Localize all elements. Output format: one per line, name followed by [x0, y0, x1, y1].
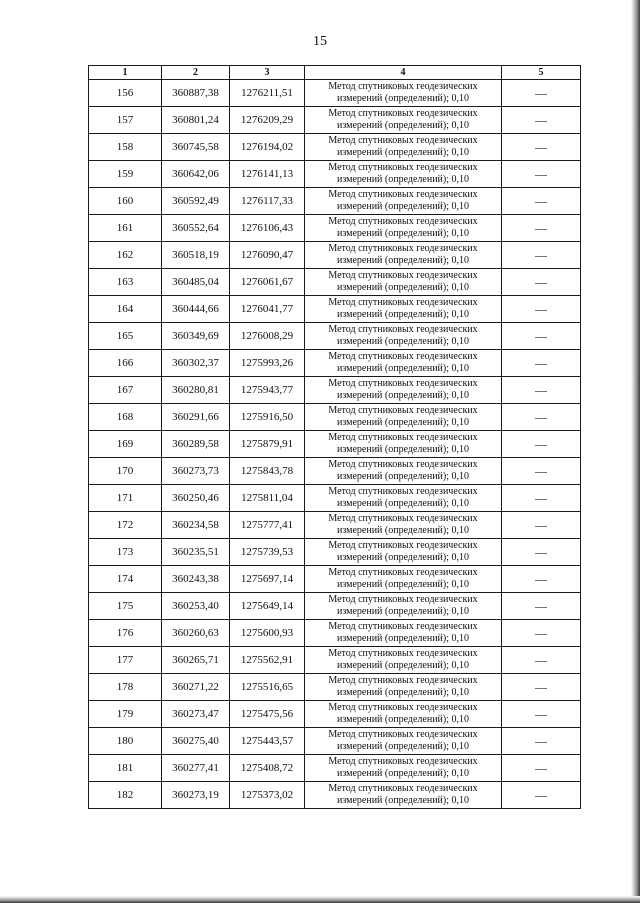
point-number-cell: 171: [89, 485, 162, 512]
x-coordinate-cell: 360887,38: [162, 80, 230, 107]
y-coordinate-cell: 1275916,50: [230, 404, 305, 431]
table-row: [89, 242, 581, 269]
y-coordinate-cell: 1275843,78: [230, 458, 305, 485]
point-number-cell: 178: [89, 674, 162, 701]
note-cell: —: [502, 296, 581, 323]
x-coordinate-cell: 360801,24: [162, 107, 230, 134]
x-coordinate-cell: 360280,81: [162, 377, 230, 404]
note-cell: —: [502, 620, 581, 647]
method-cell: Метод спутниковых геодезических измерений (определений); 0,10: [305, 431, 502, 458]
method-cell: Метод спутниковых геодезических измерений (определений); 0,10: [305, 404, 502, 431]
point-number-cell: 169: [89, 431, 162, 458]
table-row: [89, 647, 581, 674]
method-cell: Метод спутниковых геодезических измерений (определений); 0,10: [305, 755, 502, 782]
point-number-cell: 166: [89, 350, 162, 377]
point-number-cell: 157: [89, 107, 162, 134]
method-cell: Метод спутниковых геодезических измерений (определений); 0,10: [305, 701, 502, 728]
y-coordinate-cell: 1275475,56: [230, 701, 305, 728]
x-coordinate-cell: 360444,66: [162, 296, 230, 323]
method-cell: Метод спутниковых геодезических измерений (определений); 0,10: [305, 269, 502, 296]
scan-edge-right: [631, 0, 640, 903]
method-cell: Метод спутниковых геодезических измерений (определений); 0,10: [305, 620, 502, 647]
y-coordinate-cell: 1276090,47: [230, 242, 305, 269]
note-cell: —: [502, 269, 581, 296]
y-coordinate-cell: 1275943,77: [230, 377, 305, 404]
table-row: [89, 215, 581, 242]
note-cell: —: [502, 161, 581, 188]
note-cell: —: [502, 755, 581, 782]
x-coordinate-cell: 360235,51: [162, 539, 230, 566]
table-row: [89, 350, 581, 377]
method-cell: Метод спутниковых геодезических измерений (определений); 0,10: [305, 782, 502, 809]
note-cell: —: [502, 458, 581, 485]
method-cell: Метод спутниковых геодезических измерений (определений); 0,10: [305, 323, 502, 350]
method-cell: Метод спутниковых геодезических измерений (определений); 0,10: [305, 593, 502, 620]
method-cell: Метод спутниковых геодезических измерений (определений); 0,10: [305, 674, 502, 701]
method-cell: Метод спутниковых геодезических измерений (определений); 0,10: [305, 188, 502, 215]
table-row: [89, 161, 581, 188]
point-number-cell: 175: [89, 593, 162, 620]
table-row: [89, 701, 581, 728]
y-coordinate-cell: 1275649,14: [230, 593, 305, 620]
method-cell: Метод спутниковых геодезических измерений (определений); 0,10: [305, 134, 502, 161]
table-row: [89, 458, 581, 485]
x-coordinate-cell: 360243,38: [162, 566, 230, 593]
method-cell: Метод спутниковых геодезических измерений (определений); 0,10: [305, 215, 502, 242]
header-col-1: 1: [89, 66, 162, 80]
method-cell: Метод спутниковых геодезических измерений (определений); 0,10: [305, 377, 502, 404]
note-cell: —: [502, 593, 581, 620]
method-cell: Метод спутниковых геодезических измерений (определений); 0,10: [305, 728, 502, 755]
table-row: [89, 728, 581, 755]
y-coordinate-cell: 1275443,57: [230, 728, 305, 755]
note-cell: —: [502, 566, 581, 593]
table-row: [89, 512, 581, 539]
point-number-cell: 173: [89, 539, 162, 566]
table-row: [89, 431, 581, 458]
y-coordinate-cell: 1275408,72: [230, 755, 305, 782]
note-cell: —: [502, 782, 581, 809]
x-coordinate-cell: 360265,71: [162, 647, 230, 674]
table-row: [89, 269, 581, 296]
note-cell: —: [502, 134, 581, 161]
x-coordinate-cell: 360302,37: [162, 350, 230, 377]
note-cell: —: [502, 242, 581, 269]
method-cell: Метод спутниковых геодезических измерений (определений); 0,10: [305, 161, 502, 188]
table-header-row: [89, 66, 581, 80]
y-coordinate-cell: 1275739,53: [230, 539, 305, 566]
header-col-2: 2: [162, 66, 230, 80]
table-row: [89, 377, 581, 404]
x-coordinate-cell: 360250,46: [162, 485, 230, 512]
method-cell: Метод спутниковых геодезических измерений (определений); 0,10: [305, 350, 502, 377]
method-cell: Метод спутниковых геодезических измерений (определений); 0,10: [305, 296, 502, 323]
x-coordinate-cell: 360518,19: [162, 242, 230, 269]
point-number-cell: 159: [89, 161, 162, 188]
point-number-cell: 164: [89, 296, 162, 323]
table-row: [89, 782, 581, 809]
x-coordinate-cell: 360642,06: [162, 161, 230, 188]
header-col-5: 5: [502, 66, 581, 80]
method-cell: Метод спутниковых геодезических измерений (определений); 0,10: [305, 512, 502, 539]
point-number-cell: 162: [89, 242, 162, 269]
scan-edge-bottom: [0, 896, 640, 903]
table-row: [89, 485, 581, 512]
y-coordinate-cell: 1276141,13: [230, 161, 305, 188]
point-number-cell: 168: [89, 404, 162, 431]
table-row: [89, 188, 581, 215]
table-row: [89, 80, 581, 107]
point-number-cell: 163: [89, 269, 162, 296]
x-coordinate-cell: 360271,22: [162, 674, 230, 701]
y-coordinate-cell: 1276041,77: [230, 296, 305, 323]
note-cell: —: [502, 107, 581, 134]
note-cell: —: [502, 377, 581, 404]
x-coordinate-cell: 360273,47: [162, 701, 230, 728]
note-cell: —: [502, 404, 581, 431]
note-cell: —: [502, 647, 581, 674]
table-row: [89, 620, 581, 647]
y-coordinate-cell: 1276209,29: [230, 107, 305, 134]
x-coordinate-cell: 360552,64: [162, 215, 230, 242]
y-coordinate-cell: 1275777,41: [230, 512, 305, 539]
point-number-cell: 160: [89, 188, 162, 215]
table-row: [89, 323, 581, 350]
table-row: [89, 674, 581, 701]
y-coordinate-cell: 1275516,65: [230, 674, 305, 701]
point-number-cell: 172: [89, 512, 162, 539]
header-col-3: 3: [230, 66, 305, 80]
method-cell: Метод спутниковых геодезических измерений (определений); 0,10: [305, 485, 502, 512]
x-coordinate-cell: 360234,58: [162, 512, 230, 539]
point-number-cell: 167: [89, 377, 162, 404]
point-number-cell: 165: [89, 323, 162, 350]
note-cell: —: [502, 539, 581, 566]
x-coordinate-cell: 360289,58: [162, 431, 230, 458]
y-coordinate-cell: 1275697,14: [230, 566, 305, 593]
table-row: [89, 404, 581, 431]
table-row: [89, 755, 581, 782]
table-row: [89, 566, 581, 593]
table-body: [89, 80, 581, 809]
y-coordinate-cell: 1276008,29: [230, 323, 305, 350]
table-row: [89, 296, 581, 323]
point-number-cell: 180: [89, 728, 162, 755]
point-number-cell: 179: [89, 701, 162, 728]
x-coordinate-cell: 360253,40: [162, 593, 230, 620]
y-coordinate-cell: 1275600,93: [230, 620, 305, 647]
x-coordinate-cell: 360349,69: [162, 323, 230, 350]
x-coordinate-cell: 360273,73: [162, 458, 230, 485]
method-cell: Метод спутниковых геодезических измерений (определений); 0,10: [305, 458, 502, 485]
method-cell: Метод спутниковых геодезических измерений (определений); 0,10: [305, 107, 502, 134]
note-cell: —: [502, 215, 581, 242]
page-number: 15: [313, 34, 327, 49]
method-cell: Метод спутниковых геодезических измерений (определений); 0,10: [305, 539, 502, 566]
note-cell: —: [502, 350, 581, 377]
y-coordinate-cell: 1276106,43: [230, 215, 305, 242]
note-cell: —: [502, 728, 581, 755]
note-cell: —: [502, 485, 581, 512]
point-number-cell: 158: [89, 134, 162, 161]
y-coordinate-cell: 1276211,51: [230, 80, 305, 107]
table-row: [89, 593, 581, 620]
x-coordinate-cell: 360291,66: [162, 404, 230, 431]
x-coordinate-cell: 360273,19: [162, 782, 230, 809]
method-cell: Метод спутниковых геодезических измерений (определений); 0,10: [305, 242, 502, 269]
note-cell: —: [502, 512, 581, 539]
note-cell: —: [502, 188, 581, 215]
y-coordinate-cell: 1275373,02: [230, 782, 305, 809]
note-cell: —: [502, 674, 581, 701]
point-number-cell: 181: [89, 755, 162, 782]
table-row: [89, 539, 581, 566]
y-coordinate-cell: 1276194,02: [230, 134, 305, 161]
table-row: [89, 134, 581, 161]
point-number-cell: 182: [89, 782, 162, 809]
x-coordinate-cell: 360275,40: [162, 728, 230, 755]
point-number-cell: 177: [89, 647, 162, 674]
point-number-cell: 161: [89, 215, 162, 242]
method-cell: Метод спутниковых геодезических измерений (определений); 0,10: [305, 566, 502, 593]
y-coordinate-cell: 1275562,91: [230, 647, 305, 674]
note-cell: —: [502, 80, 581, 107]
header-col-4: 4: [305, 66, 502, 80]
x-coordinate-cell: 360745,58: [162, 134, 230, 161]
point-number-cell: 156: [89, 80, 162, 107]
point-number-cell: 170: [89, 458, 162, 485]
y-coordinate-cell: 1275811,04: [230, 485, 305, 512]
method-cell: Метод спутниковых геодезических измерений (определений); 0,10: [305, 647, 502, 674]
point-number-cell: 174: [89, 566, 162, 593]
coordinates-table: [88, 65, 581, 809]
y-coordinate-cell: 1275879,91: [230, 431, 305, 458]
x-coordinate-cell: 360260,63: [162, 620, 230, 647]
x-coordinate-cell: 360485,04: [162, 269, 230, 296]
x-coordinate-cell: 360592,49: [162, 188, 230, 215]
note-cell: —: [502, 701, 581, 728]
point-number-cell: 176: [89, 620, 162, 647]
table-row: [89, 107, 581, 134]
method-cell: Метод спутниковых геодезических измерений (определений); 0,10: [305, 80, 502, 107]
x-coordinate-cell: 360277,41: [162, 755, 230, 782]
y-coordinate-cell: 1276061,67: [230, 269, 305, 296]
y-coordinate-cell: 1275993,26: [230, 350, 305, 377]
note-cell: —: [502, 323, 581, 350]
note-cell: —: [502, 431, 581, 458]
y-coordinate-cell: 1276117,33: [230, 188, 305, 215]
